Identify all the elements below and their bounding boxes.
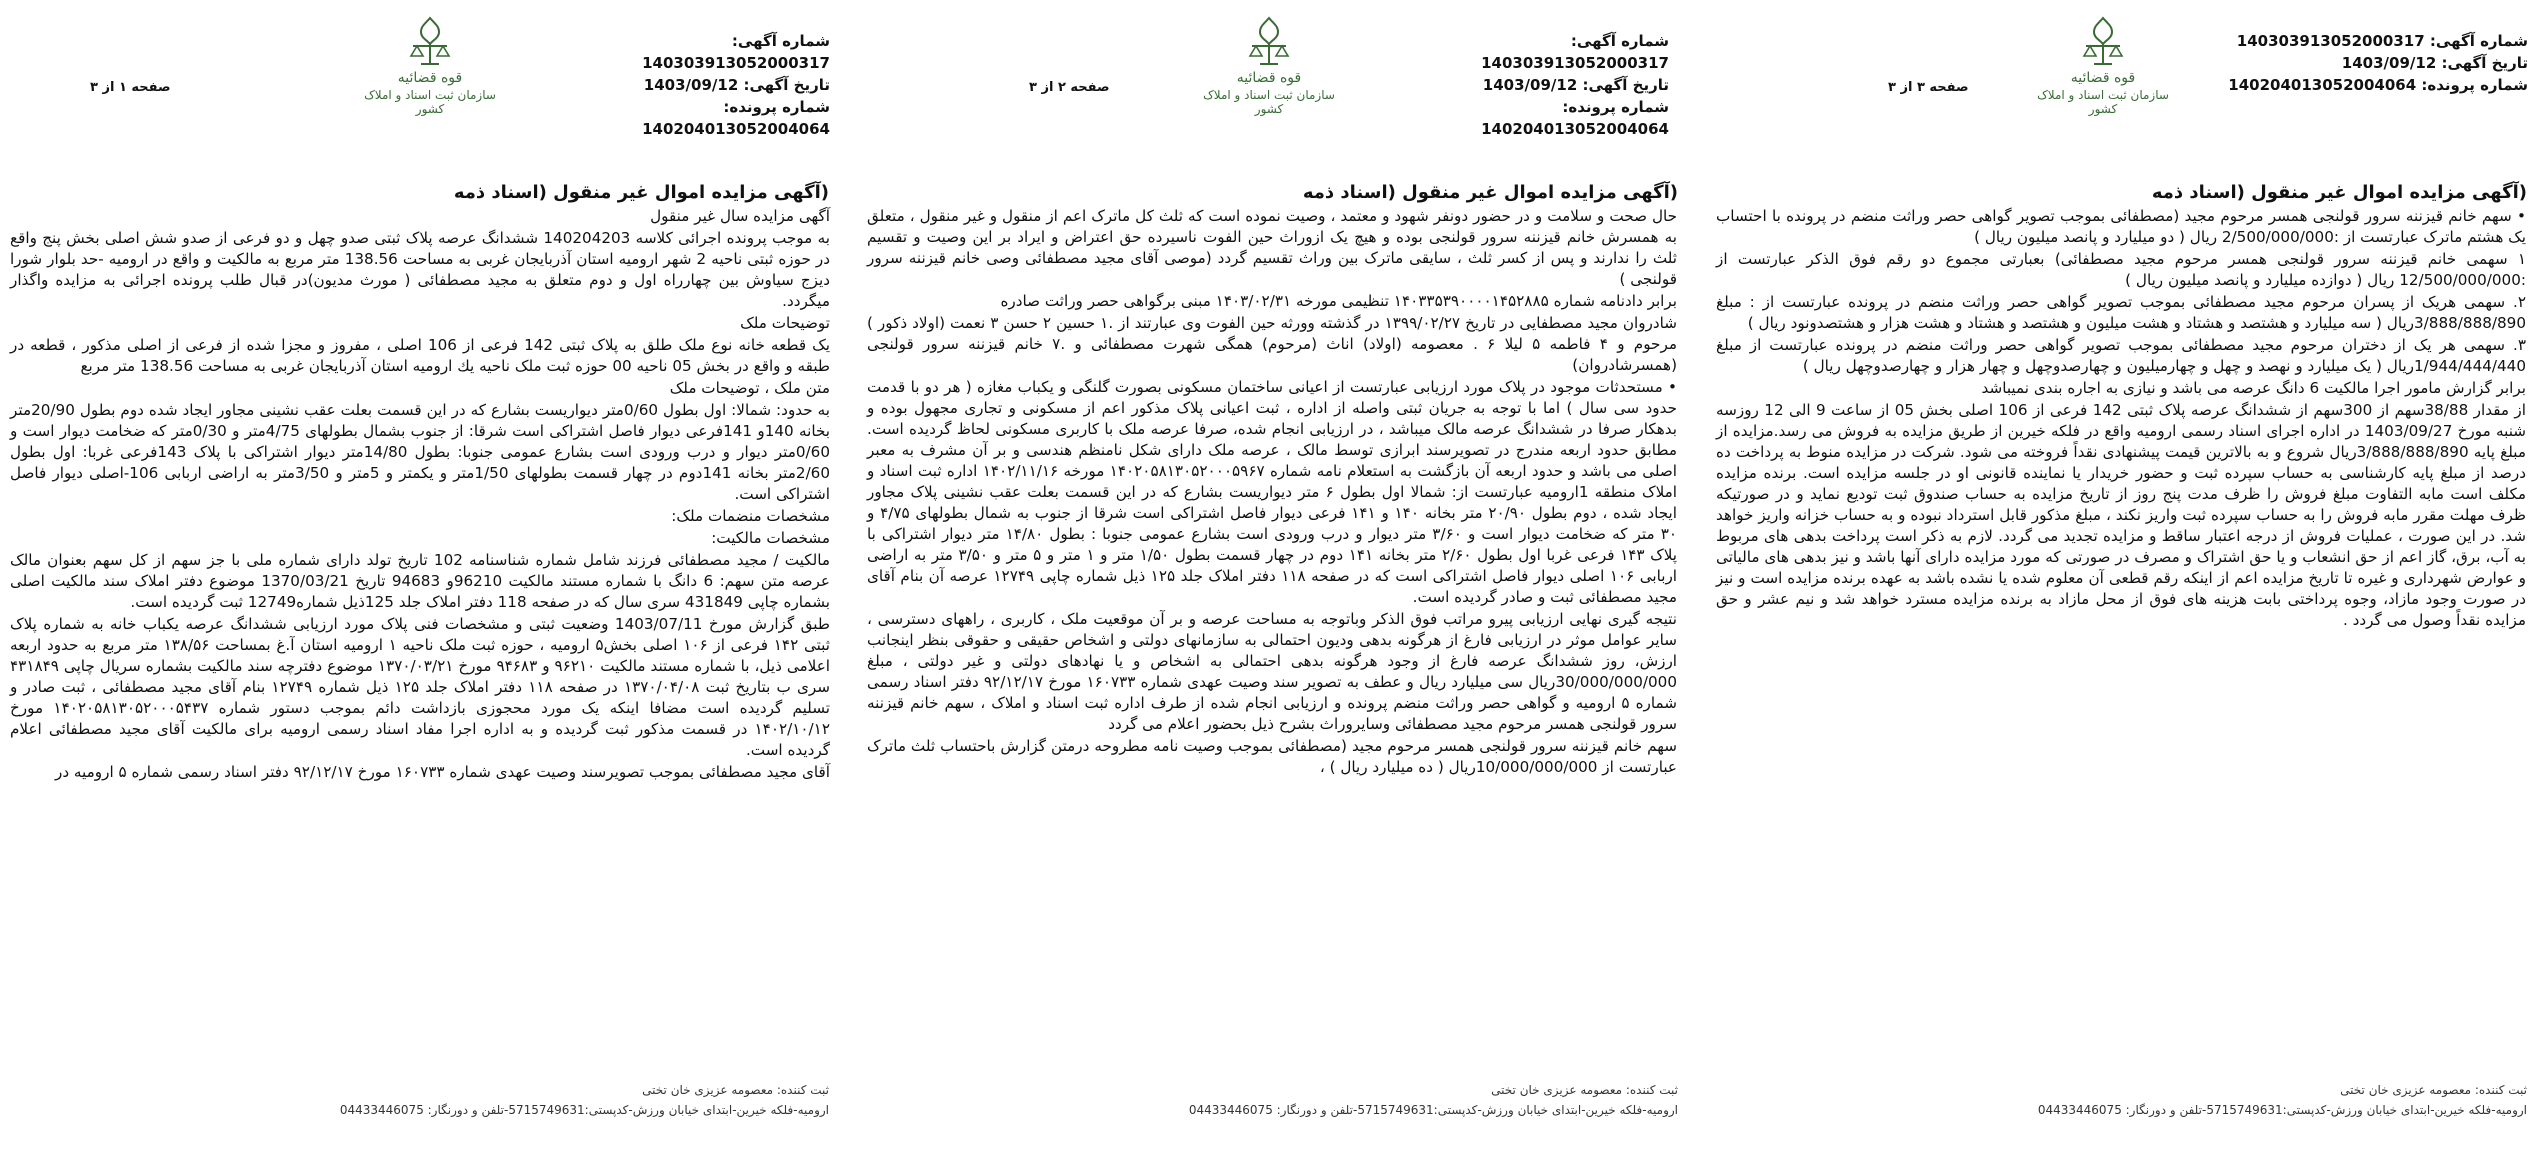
notice-no: 140303913052000317 [642, 54, 830, 72]
org-subtitle: سازمان ثبت اسناد و املاک کشور [364, 88, 496, 116]
paragraph: مشخصات منضمات ملک: [671, 507, 830, 525]
notice-meta [540, 30, 830, 140]
notice-no: 140303913052000317 [2236, 32, 2425, 50]
notice-meta [2228, 30, 2528, 96]
notice-no-label: شماره آگهی: [1570, 32, 1669, 50]
notice-title: (آگهی مزایده اموال غیر منقول (اسناد ذمه [453, 182, 829, 203]
org-subtitle: سازمان ثبت اسناد و املاک کشور [2037, 88, 2169, 116]
paragraph: مالکیت / مجید مصطفائی فرزند شامل شماره شناسنامه 102 تاریخ تولد دارای شماره ملی با جز سهم از کل سهم بعنوان مالک عرصه متن سهم: 6 دانگ با شماره مستند مالکیت 96210و 94683 تاریخ 1370/03/21 موضوع دفتر املاک سند مالکیت اصلی بشماره چاپی 431849 سری سال که در صفحه 118 دفتر املاک جلد 125ذیل شماره12749 ثبت گردیده است. [10, 551, 830, 611]
org-name: قوه قضائیه [397, 70, 463, 86]
notice-title: (آگهی مزایده اموال غیر منقول (اسناد ذمه [1302, 182, 1678, 203]
footer-registrar: ثبت کننده: معصومه عزیزی خان تختی [642, 1083, 829, 1097]
notice-no-label: شماره آگهی: [731, 32, 830, 50]
judiciary-emblem [355, 14, 505, 116]
footer-registrar: ثبت کننده: معصومه عزیزی خان تختی [2340, 1083, 2527, 1097]
page-number: صفحه ۱ از ۳ [90, 80, 171, 95]
notice-date: 1403/09/12 [2341, 54, 2437, 72]
file-no-label: شماره پرونده: [1562, 98, 1669, 116]
notice-body [867, 206, 1677, 779]
paragraph: • سهم خانم قیزننه سرور قولنجی همسر مرحوم مجید (مصطفائی بموجب تصویر گواهی حصر وراثت منضم در پرونده با احتساب یک هشتم ماترک عبارتست از :2/500/000/000 ریال ( دو میلیارد و پانصد میلیون ریال ) [1716, 207, 2526, 246]
paragraph: متن ملک ، توضیحات ملک [669, 379, 830, 397]
notice-date: 1403/09/12 [643, 76, 739, 94]
notice-date-label: تاریخ آگهی: [2441, 54, 2528, 72]
paragraph: یک قطعه خانه نوع ملک طلق به پلاک ثبتی 142 فرعی از 106 اصلی ، مفروز و مجزا شده از فرعی از اصلی مذکور ، قطعه در طبقه و واقع در بخش 05 ناحیه 00 حوزه ثبت ملک ناحیه یك ارومیه استان آذربایجان غربی به مساحت 138.56 متر مربع [10, 336, 830, 375]
notice-no: 140303913052000317 [1481, 54, 1669, 72]
footer-address: ارومیه-فلکه خیرین-ابتدای خیابان ورزش-کدپستی:5715749631-تلفن و دورنگار: 04433446075 [2037, 1103, 2527, 1117]
notice-no-label: شماره آگهی: [2429, 32, 2528, 50]
file-no: 140204013052004064 [2228, 76, 2417, 94]
notice-date-label: تاریخ آگهی: [743, 76, 830, 94]
notice-date: 1403/09/12 [1482, 76, 1578, 94]
notice-date-label: تاریخ آگهی: [1582, 76, 1669, 94]
notice-page-1 [0, 0, 849, 1171]
paragraph: به موجب پرونده اجرائی کلاسه 140204203 ششدانگ عرصه پلاک ثبتی صدو چهل و دو فرعی از صدو شش اصلی بخش پنج واقع در حوزه ثبتی ناحیه 2 شهر ارومیه استان آذربایجان غربی به مساحت 138.56 متر مربع به مالکیت و واقع در ارومیه -حد بلوار شورا دیزج سیاوش بین چهارراه اول و دوم متعلق به مجید مصطفائی ( مورث مدیون)در قبال طلب پرونده اجرائی به مزایده واگذار میگردد. [10, 229, 830, 310]
paragraph: آقای مجید مصطفائی بموجب تصویرسند وصیت عهدی شماره ۱۶۰۷۳۳ مورخ ۹۲/۱۲/۱۷ دفتر اسناد رسمی شماره ۵ ارومیه در [54, 763, 830, 781]
scales-emblem-icon [407, 14, 453, 68]
paragraph: از مقدار 38/88سهم از 300سهم از ششدانگ عرصه پلاک ثبتی 142 فرعی از 106 اصلی بخش 05 از ساعت 9 الی 12 روزسه شنبه مورخ 1403/09/27 در اداره اجرای اسناد رسمی ارومیه واقع در فلکه خیرین از طریق مزایده به فروش می رسد.مزایده از مبلغ پایه 3/888/888/890ریال شروع و به بالاترین قیمت پیشنهادی نقداً فروخته می شود. شرکت در مزایده منوط به پرداخت ده درصد از مبلغ پایه کارشناسی به حساب سپرده ثبت و حضور خریدار یا نماینده قانونی او در جلسه مزایده است. برنده مزایده مکلف است مابه التفاوت مبلغ فروش را ظرف مدت پنج روز از تاریخ مزایده به حساب صندوق ثبت تودیع نماید و در صورتیکه ظرف مهلت مقرر مابه فروش را به حساب سپرده ثبت واریز نکند ، مبلغ مذکور قابل استرداد نبوده و به حساب خزانه واریز خواهد شد. در این صورت ، عملیات فروش از درجه اعتبار ساقط و مزایده تجدید می گردد. لازم به ذکر است پرداخت بدهی های مربوط به آب، برق، گاز اعم از حق انشعاب و یا حق اشتراک و مصرف در صورتی که مورد مزایده دارای آنها باشد و نیز بدهی های مالیاتی و عوارض شهرداری و غیره تا تاریخ مزایده اعم از اینکه رقم قطعی آن معلوم شده یا نشده باشد به عهده برنده مزایده است و نیز در صورت وجود مازاد، وجوه پرداختی بابت هزینه های فوق از محل مازاد به برنده مزایده مسترد خواهد شد و نیم عشر و حق مزایده نقداً وصول می گردد . [1716, 401, 2526, 629]
notice-body [10, 206, 830, 784]
notice-body [1716, 206, 2526, 632]
paragraph: مشخصات مالکیت: [711, 529, 830, 547]
page-number: صفحه ۳ از ۳ [1888, 80, 1969, 95]
paragraph: • مستحدثات موجود در پلاک مورد ارزیابی عبارتست از اعیانی ساختمان مسکونی بصورت گلنگی و یکباب مغازه ( هر دو با قدمت حدود سی سال ) اما با توجه به جریان ثبتی واصله از اداره ، ثبت اعیانی پلاک مذکور اعم از مسکونی و تجاری مجهول بوده و بدهکار صرفا در ششدانگ عرصه مالک میباشد ، در ارزیابی انجام شده، صرفا عرصه ملک با کاربری مسکونی لحاظ گردیده است. مطابق حدود اربعه مندرج در تصویرسند ابرازی توسط مالک ، عرصه ملک دارای شکل نامنظم هندسی و بر آن مشرف به معبر اصلی می باشد و حدود اربعه آن بازگشت به استعلام نامه شماره ۱۴۰۲۰۵۸۱۳۰۵۲۰۰۰۵۹۶۷ مورخه ۱۴۰۲/۱۱/۱۶ اداره ثبت اسناد و املاک منطقه 1ارومیه عبارتست از: شمالا اول بطول ۶ متر دیواریست بشارع که در این قسمت بعلت عقب نشینی پلاک مجاور ایجاد شده ، دوم بطول ۲۰/۹۰ متر بخانه ۱۴۰ و ۱۴۱ فرعی دیوار فاصل اشتراکی است شرقا از جنوب به شمال بطولهای ۴/۷۵ و ۳۰ متر که ضخامت دیوار است و ۳/۶۰ متر دیوار و درب ورودی است بشارع عمومی جنوبا : بطول ۱۴/۸۰ متر دیوار اشتراکی با پلاک ۱۴۳ فرعی غربا اول بطول ۲/۶۰ متر بخانه ۱۴۱ دوم در چهار قسمت بطول ۱/۵۰ متر و ۱ متر و ۵ متر و ۳/۵۰ متر به اراضی اربابی ۱۰۶ اصلی دیوار فاصل اشتراکی است که در صفحه ۱۱۸ دفتر املاک جلد ۱۲۵ ذیل شماره چاپی ۱۲۷۴۹ عرصه آن بنام آقای مجید مصطفائی ثبت و صادر گردیده است. [867, 378, 1678, 606]
file-no-label: شماره پرونده: [723, 98, 830, 116]
page-footer [1747, 1080, 2527, 1120]
footer-address: ارومیه-فلکه خیرین-ابتدای خیابان ورزش-کدپستی:5715749631-تلفن و دورنگار: 04433446075 [1188, 1103, 1678, 1117]
notice-title: (آگهی مزایده اموال غیر منقول (اسناد ذمه [2151, 182, 2527, 203]
file-no-label: شماره پرونده: [2421, 76, 2528, 94]
judiciary-emblem [1194, 14, 1344, 116]
paragraph: نتیجه گیری نهایی ارزیابی پیرو مراتب فوق الذکر وباتوجه به مساحت عرصه و بر آن موقعیت ملک ، کاربری ، راههای دسترسی ، سایر عوامل موثر در ارزیابی فارغ از هرگونه بدهی ودیون احتمالی به سازمانهای دولتی و اشخاص حقیقی و حقوقی بنظر اینجانب ارزش، روز ششدانگ عرصه فارغ از وجود هرگونه بدهی احتمالی به اشخاص و یا نهادهای دولتی و غیر دولتی ، مبلغ 30/000/000/000ریال سی میلیارد ریال و عطف به تصویر سند وصیت عهدی شماره ۱۶۰۷۳۳ مورخ ۹۲/۱۲/۱۷ دفتر اسناد رسمی شماره ۵ ارومیه و گواهی حصر وراثت منضم پرونده و ارزیابی انجام شده از طرف اداره ثبت اسناد و املاک ، سهم خانم قیزننه سرور قولنجی همسر مرحوم مجید مصطفائی وسایروراث بشرح ذیل بحضور اعلام می گردد [867, 610, 1678, 733]
paragraph: حال صحت و سلامت و در حضور دونفر شهود و معتمد ، وصیت نموده است که ثلث کل ماترک اعم از منقول و غیر منقول ، متعلق به همسرش خانم قیزننه سرور قولنجی بوده و هیچ یک ازوراث حین الفوت ناسیرده حق اعتراض و ایراد بر این وصیت و تقسیم ثلث را ندارند و پس از کسر ثلث ، سایقی ماترک بین وراث تقسیم گردد (موصی آقای مجید مصطفائی وصی خانم قیزننه سرور قولنجی ) [867, 207, 1677, 288]
footer-address: ارومیه-فلکه خیرین-ابتدای خیابان ورزش-کدپستی:5715749631-تلفن و دورنگار: 04433446075 [339, 1103, 829, 1117]
page-number: صفحه ۲ از ۳ [1029, 80, 1110, 95]
paragraph: سهم خانم قیزننه سرور قولنجی همسر مرحوم مجید (مصطفائی بموجب وصیت نامه مطروحه درمتن گزارش باحتساب ثلث ماترک عبارتست از 10/000/000/000ریال ( ده میلیارد ریال ) ، [867, 737, 1677, 776]
notice-page-3 [1698, 0, 2547, 1171]
paragraph: توضیحات ملک [740, 314, 830, 332]
paragraph: برابر گزارش مامور اجرا مالکیت 6 دانگ عرصه می باشد و نیازی به اجاره بندی نمیباشد [1981, 379, 2526, 397]
paragraph: ۲. سهمی هریک از پسران مرحوم مجید مصطفائی بموجب تصویر گواهی حصر وراثت منضم در پرونده عبارتست از : مبلغ 3/888/888/890ریال ( سه میلیارد و هشتصد و هشتاد و هشت میلیون و هشتصد و هشتاد و هشت هزار و هشتصدونود ریال ) [1716, 293, 2526, 332]
page-footer [49, 1080, 829, 1120]
scales-emblem-icon [1246, 14, 1292, 68]
paragraph: شادروان مجید مصطفایی در تاریخ ۱۳۹۹/۰۲/۲۷ در گذشته وورثه حین الفوت وی عبارتند از .۱ حسین ۲ حسن ۳ نعمت (اولاد ذکور ) مرحوم و ۴ فاطمه ۵ لیلا ۶ . معصومه (اولاد) اناث (مرحوم) همگی شهرت مصطفائی و .۷ خانم قیزننه سرور قولنجی (همسرشادروان) [867, 314, 1677, 374]
footer-registrar: ثبت کننده: معصومه عزیزی خان تختی [1491, 1083, 1678, 1097]
paragraph: آگهی مزایده سال غیر منقول [650, 207, 830, 225]
paragraph: ۱ سهمی خانم قیزننه سرور قولنجی همسر مرحوم مجید مصطفائی) بعبارتی مجموع دو رقم فوق الذکر عبارتست از :12/500/000/000 ریال ( دوازده میلیارد و پانصد میلیون ریال ) [1716, 250, 2526, 289]
scales-emblem-icon [2080, 14, 2126, 68]
file-no: 140204013052004064 [1481, 120, 1669, 138]
page-footer [898, 1080, 1678, 1120]
paragraph: طبق گزارش مورخ 1403/07/11 وضعیت ثبتی و مشخصات فنی پلاک مورد ارزیابی ششدانگ عرصه یکباب خانه به شماره پلاک ثبتی ۱۴۲ فرعی از ۱۰۶ اصلی بخش۵ ارومیه ، حوزه ثبت ملک ناحیه ۱ ارومیه استان آ.غ بمساحت ۱۳۸/۵۶ متر مربع به حدود اربعه اعلامی ذیل، با شماره مستند مالکیت ۹۶۲۱۰ و ۹۴۶۸۳ مورخ ۱۳۷۰/۰۳/۲۱ موضوع دفترچه سند مالکیت بشماره سریال چاپی ۴۳۱۸۴۹ سری ب بتاریخ ثبت ۱۳۷۰/۰۴/۰۸ در صفحه ۱۱۸ دفتر املاک جلد ۱۲۵ ذیل شماره ۱۲۷۴۹ بنام آقای مجید مصطفائی ، ثبت صادر و تسلیم گردیده است مضافا اینکه یک مورد محجوزی بازداشت دائم بموجب دستور شماره ۱۴۰۲۰۵۸۱۳۰۵۲۰۰۰۵۴۳۷ مورخ ۱۴۰۲/۱۰/۱۲ در قسمت مذکور ثبت گردیده و به اداره اجرا مفاد اسناد رسمی ارومیه برای مالکیت آقای مجید مصطفائی اعلام گردیده است. [10, 615, 830, 759]
org-subtitle: سازمان ثبت اسناد و املاک کشور [1203, 88, 1335, 116]
org-name: قوه قضائیه [2070, 70, 2136, 86]
paragraph: برابر دادنامه شماره ۱۴۰۳۳۵۳۹۰۰۰۰۱۴۵۲۸۸۵ تنظیمی مورخه ۱۴۰۳/۰۲/۳۱ مبنی برگواهی حصر وراثت صادره [1000, 292, 1677, 310]
paragraph: به حدود: شمالا: اول بطول 0/60متر دیواریست بشارع که در این قسمت بعلت عقب نشینی مجاور ایجاد شده دوم بطول 20/90متر بخانه 140و 141فرعی دیوار فاصل اشتراکی است شرقا: از جنوب بشمال بطولهای 4/75متر و 0/30متر که ضخامت دیوار است و 0/60متر دیوار و درب ورودی است بشارع عمومی جنوبا: بطول 14/80متر دیوار اشتراکی با پلاک 143فرعی غربا: اول بطول 2/60متر بخانه 141دوم در چهار قسمت بطولهای 1/50متر و یکمتر و 5متر و 3/50متر به اراضی اربابی 106-اصلی دیوار فاصل اشتراکی است. [10, 401, 831, 503]
judiciary-emblem [2028, 14, 2178, 116]
file-no: 140204013052004064 [642, 120, 830, 138]
notice-page-2 [849, 0, 1698, 1171]
org-name: قوه قضائیه [1236, 70, 1302, 86]
notice-meta [1379, 30, 1669, 140]
paragraph: ۳. سهمی هر یک از دختران مرحوم مجید مصطفائی بموجب تصویر گواهی حصر وراثت منضم در پرونده عبارتست از مبلغ 1/944/444/440ریال ( یک میلیارد و نهصد و چهل و چهارمیلیون و چهارصدوچهل و چهار هزار و چهارصدوچهل ریال ) [1716, 336, 2526, 375]
